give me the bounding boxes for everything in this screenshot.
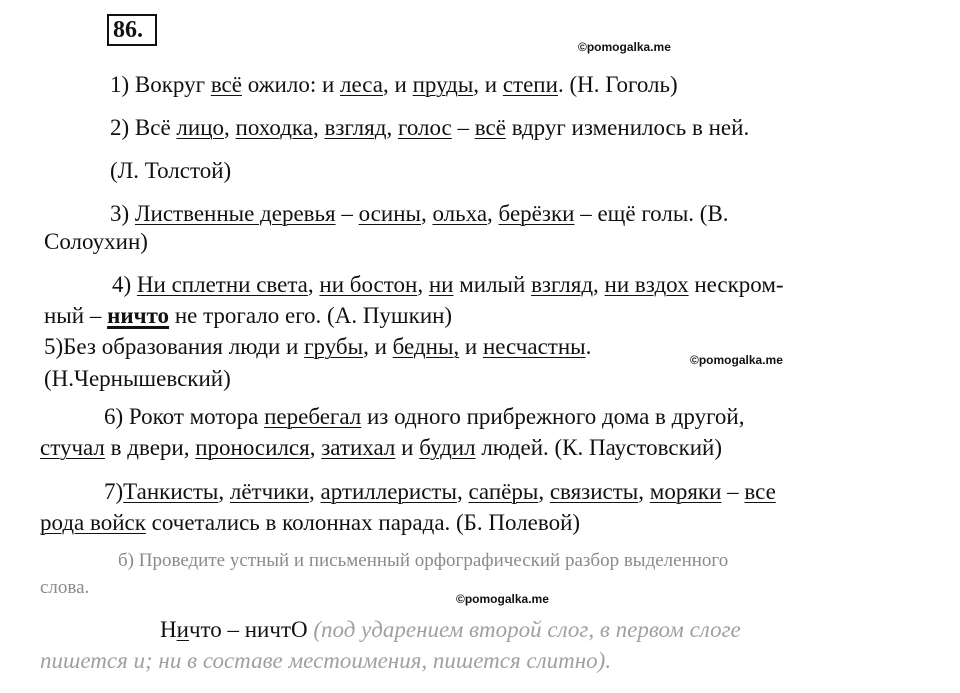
sentence-5-author: (Н.Чернышевский) — [44, 366, 231, 391]
sentence-3-author: Солоухин) — [44, 229, 148, 254]
underlined-word: Лиственные деревья — [134, 201, 336, 226]
underlined-word: осины — [358, 201, 421, 226]
task-text-line-1: б) Проведите устный и письменный орфографический разбор выделенного — [118, 550, 729, 571]
underlined-word: все — [744, 479, 776, 504]
watermark-middle: ©pomogalka.me — [690, 353, 783, 367]
underlined-word: лицо — [176, 115, 225, 140]
underlined-word: ольха — [432, 201, 488, 226]
underlined-word: взгляд — [531, 272, 594, 297]
sentence-2-author: (Л. Толстой) — [110, 158, 232, 183]
underlined-word: ни вздох — [604, 272, 689, 297]
underlined-word: пруды — [412, 72, 474, 97]
underlined-word: стучал — [40, 435, 105, 460]
underlined-word: Ни сплетни света — [136, 272, 308, 297]
underlined-word: всё — [210, 72, 242, 97]
underlined-word: будил — [419, 435, 476, 460]
watermark-bottom: ©pomogalka.me — [456, 592, 549, 606]
underlined-word: Танкисты — [123, 479, 219, 504]
sentence-3: 3) Лиственные деревья – осины, ольха, берёзки – ещё голы. (В. — [110, 201, 729, 226]
underlined-word: перебегал — [264, 404, 362, 429]
sentence-6-cont: стучал в двери, проносился, затихал и будил людей. (К. Паустовский) — [40, 435, 723, 460]
exercise-number: 86. — [113, 17, 143, 43]
underlined-word: голос — [397, 115, 452, 140]
sentence-7: 7)Танкисты, лётчики, артиллеристы, сапёры, связисты, моряки – все — [104, 479, 776, 504]
underlined-word: несчастны — [482, 334, 586, 359]
exercise-number-box — [107, 14, 157, 46]
underlined-word: походка — [235, 115, 313, 140]
watermark-top: ©pomogalka.me — [578, 40, 671, 54]
underlined-word: затихал — [321, 435, 396, 460]
underlined-word: проносился — [195, 435, 310, 460]
sentence-1: 1) Вокруг всё ожило: и леса, и пруды, и степи. (Н. Гоголь) — [110, 72, 678, 97]
sentence-5: 5)Без образования люди и грубы, и бедны, и несчастны. — [44, 334, 592, 359]
underlined-word: ни — [428, 272, 454, 297]
sentence-2: 2) Всё лицо, походка, взгляд, голос – всё вдруг изменилось в ней. — [110, 115, 750, 140]
answer-line-2: пишется и; ни в составе местоимения, пишется слитно). — [40, 648, 612, 673]
sentence-7-cont: рода войск сочетались в колоннах парада. (Б. Полевой) — [40, 510, 581, 535]
task-text-line-2: слова. — [40, 577, 90, 598]
answer-note: (под ударением второй слог, в первом слоге — [307, 617, 741, 642]
underlined-word: рода войск — [40, 510, 146, 535]
underlined-word: грубы — [304, 334, 364, 359]
underlined-word: ни бостон — [319, 272, 418, 297]
sentence-4: 4) Ни сплетни света, ни бостон, ни милый взгляд, ни вздох нескром- — [112, 272, 784, 297]
underlined-word: сапёры — [468, 479, 539, 504]
underlined-word: артиллеристы — [320, 479, 457, 504]
underlined-word: степи — [502, 72, 558, 97]
answer-underlined-letter: и — [176, 617, 189, 642]
underlined-word: связисты — [549, 479, 639, 504]
underlined-word: всё — [474, 115, 506, 140]
answer-line-1: Ничто – ничтО (под ударением второй слог, в первом слоге — [160, 617, 741, 642]
highlighted-word: ничто — [107, 303, 170, 328]
underlined-word: лётчики — [229, 479, 309, 504]
sentence-4-cont: ный – ничто не трогало его. (А. Пушкин) — [44, 303, 453, 328]
underlined-word: леса — [340, 72, 383, 97]
underlined-word: взгляд — [324, 115, 387, 140]
underlined-word: берёзки — [498, 201, 575, 226]
underlined-word: моряки — [649, 479, 722, 504]
underlined-word: бедны, — [392, 334, 460, 359]
sentence-6: 6) Рокот мотора перебегал из одного прибрежного дома в другой, — [104, 404, 745, 429]
